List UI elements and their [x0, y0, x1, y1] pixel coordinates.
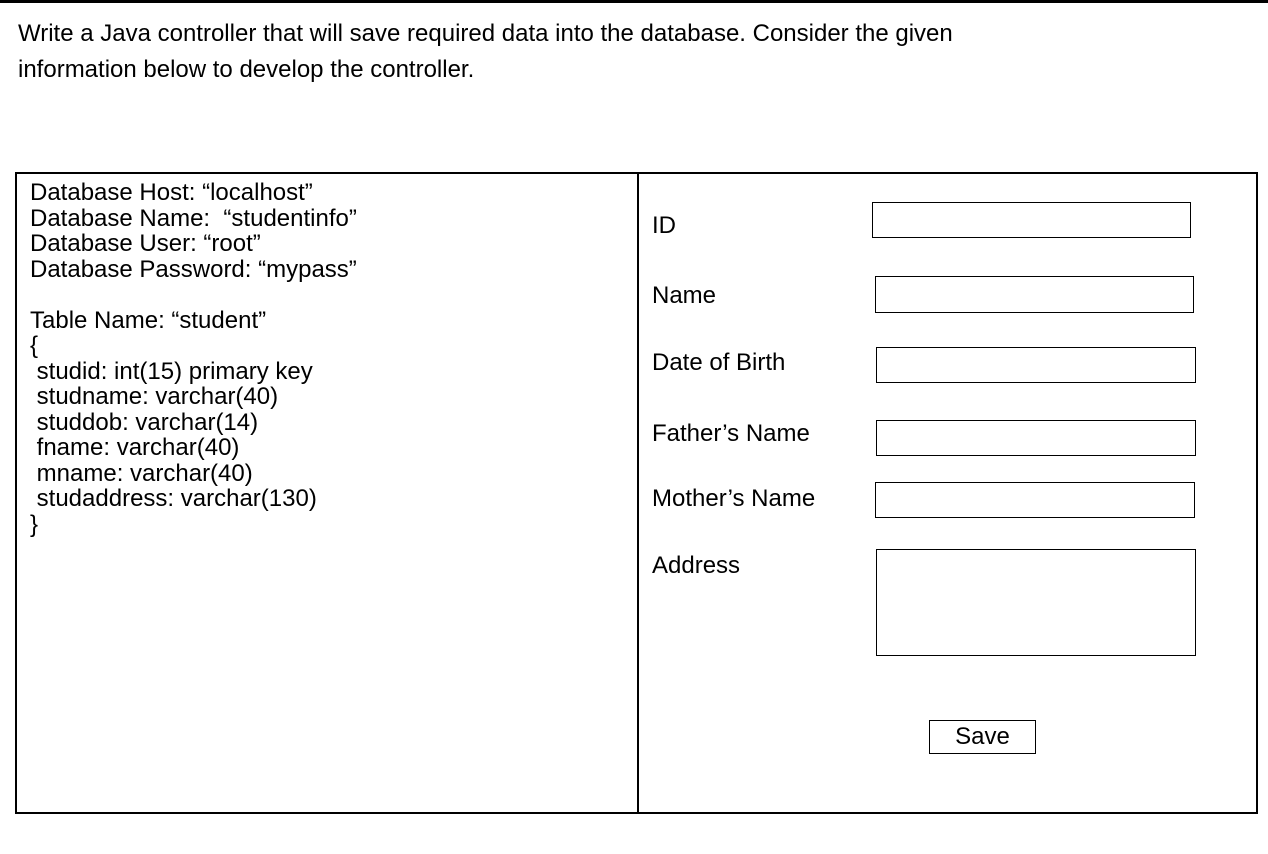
address-textarea[interactable]	[876, 549, 1196, 656]
address-label: Address	[652, 552, 741, 579]
db-user-line: Database User: “root”	[30, 230, 261, 257]
column-studid-line: studid: int(15) primary key	[30, 357, 313, 385]
column-studname-line: studname: varchar(40)	[30, 383, 279, 410]
father-name-input[interactable]	[876, 420, 1196, 456]
database-info-panel	[30, 180, 630, 537]
column-fname-line: fname: varchar(40)	[30, 434, 240, 461]
question-line-2: information below to develop the controller.	[18, 56, 475, 83]
mother-name-label: Mother’s Name	[652, 485, 816, 512]
father-name-label: Father’s Name	[652, 420, 810, 447]
column-studaddress-line: studaddress: varchar(130)	[30, 485, 317, 512]
id-input[interactable]	[872, 202, 1191, 238]
db-name-line: Database Name: “studentinfo”	[30, 204, 357, 232]
question-text	[18, 16, 1238, 88]
save-button[interactable]: Save	[929, 720, 1036, 754]
top-rule	[0, 0, 1268, 3]
dob-input[interactable]	[876, 347, 1196, 383]
column-studdob-line: studdob: varchar(14)	[30, 408, 259, 436]
specification-box	[15, 172, 1258, 814]
mother-name-input[interactable]	[875, 482, 1195, 518]
close-brace-line: }	[30, 510, 39, 538]
open-brace-line: {	[30, 332, 39, 359]
name-input[interactable]	[875, 276, 1194, 313]
name-label: Name	[652, 282, 717, 309]
student-form	[639, 174, 1258, 812]
column-mname-line: mname: varchar(40)	[30, 459, 253, 487]
blank-line	[30, 282, 630, 308]
dob-label: Date of Birth	[652, 349, 786, 376]
db-password-line: Database Password: “mypass”	[30, 255, 357, 283]
db-host-line: Database Host: “localhost”	[30, 179, 313, 206]
id-label: ID	[652, 212, 676, 239]
table-name-line: Table Name: “student”	[30, 306, 267, 334]
question-line-1: Write a Java controller that will save required data into the database. Consider the given	[18, 20, 953, 47]
